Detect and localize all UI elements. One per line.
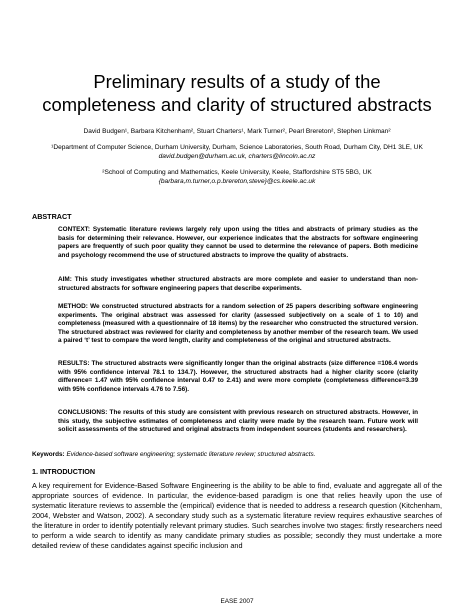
introduction-paragraph: A key requirement for Evidence-Based Software Engineering is the ability to be able to find, evaluate and aggregate all of the appropriate sources of evidence. In particular, the evidence-based paradigm is one that relies heavily upon the use of systematic literature reviews to assemble the (empirical) evidence that is needed to address a research question (Kitchenham, 2004, Webster and Watson, 2002). A secondary study such as a systematic literature review requires exhaustive searches of the literature in order to identify potentially relevant primary studies. Such searches involve two stages: firstly researchers need to perform a wide search to identify as many candidate primary studies as possible; secondly they must undertake a more detailed review of these candidates against specific inclusion and bbox=[32, 481, 442, 550]
section-heading-introduction: 1. INTRODUCTION bbox=[32, 467, 96, 476]
abstract-method: METHOD: We constructed structured abstracts for a random selection of 25 papers describing software engineering experiments. The original abstract was assessed for clarity (assessed subjectively on a scale of 1 to 10) and completeness (measured with a questionnaire of 18 items) by the researcher who constructed the structured version. The structured abstract was reviewed for clarity and completeness by another member of the research team. We used a paired ‘t’ test to compare the word length, clarity and completeness of the original and structured abstracts. bbox=[58, 303, 418, 345]
keywords-label: Keywords: bbox=[32, 451, 65, 458]
keywords-text: Evidence-based software engineering; systematic literature review; structured abstracts. bbox=[66, 451, 316, 458]
email-2: {barbara,m.turner,o.p.brereton,steve}@cs.keele.ac.uk bbox=[158, 178, 316, 185]
affiliation-2: ²School of Computing and Mathematics, Keele University, Keele, Staffordshire ST5 5BG, UK bbox=[102, 169, 372, 176]
keywords bbox=[32, 451, 442, 458]
page-footer: EASE 2007 bbox=[220, 598, 254, 605]
abstract-aim: AIM: This study investigates whether structured abstracts are more complete and easier to understand than non-structured abstracts for software engineering papers that describe experiments. bbox=[58, 276, 418, 292]
abstract-conclusions: CONCLUSIONS: The results of this study are consistent with previous research on structured abstracts. However, in this study, the subjective estimates of completeness and clarity were made by the research team. Future work will solicit assessments of the structured and original abstracts from independent sources (students and researchers). bbox=[58, 409, 418, 434]
title-line-1: Preliminary results of a study of the bbox=[93, 71, 381, 92]
abstract-results: RESULTS: The structured abstracts were significantly longer than the original abstracts (size difference =106.4 words with 95% confidence interval 78.1 to 134.7). However, the structured abstracts had a higher clarity score (clarity difference= 1.47 with 95% confidence interval 0.47 to 2.41) and were more complete (completeness difference=3.39 with 95% confidence intervals 4.76 to 7.56). bbox=[58, 360, 418, 393]
author-list: David Budgen¹, Barbara Kitchenham², Stuart Charters¹, Mark Turner², Pearl Brereton², Stephen Linkman² bbox=[83, 128, 391, 135]
abstract-heading: ABSTRACT bbox=[32, 212, 72, 221]
paper-title bbox=[20, 70, 454, 116]
email-1: david.budgen@durham.ac.uk, charters@lincoln.ac.nz bbox=[158, 153, 316, 160]
affiliation-1: ¹Department of Computer Science, Durham University, Durham, Science Laboratories, South Road, Durham City, DH1 3LE, UK bbox=[51, 144, 423, 151]
title-line-2: completeness and clarity of structured abstracts bbox=[42, 94, 432, 115]
abstract-context: CONTEXT: Systematic literature reviews largely rely upon using the titles and abstracts of primary studies as the basis for determining their relevance. However, our experience indicates that the abstracts for software engineering papers are frequently of such poor quality they cannot be used to determine the relevance of papers. Both medicine and psychology recommend the use of structured abstracts to improve the quality of abstracts. bbox=[58, 226, 418, 259]
